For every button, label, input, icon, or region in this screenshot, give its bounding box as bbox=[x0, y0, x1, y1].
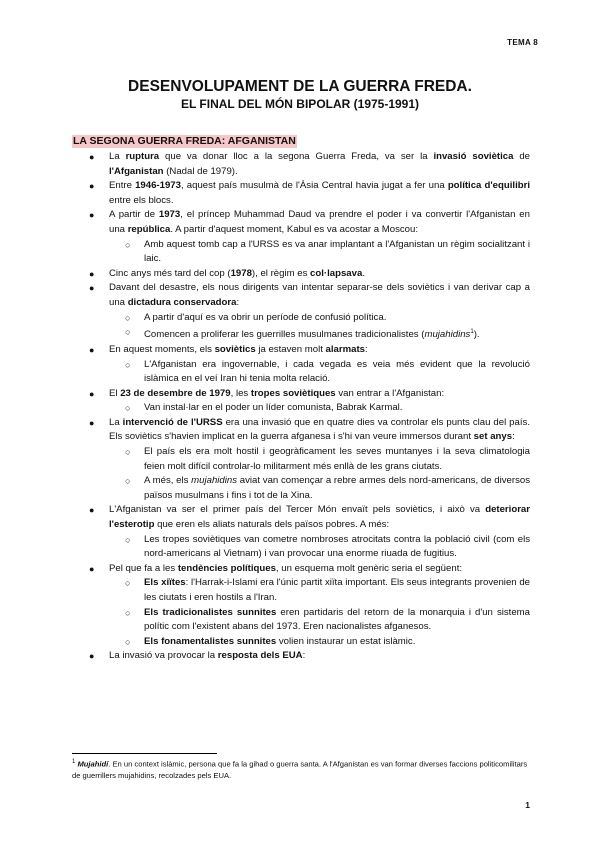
text-run: intervenció de l'URSS bbox=[122, 416, 223, 428]
text-run: A més, els bbox=[144, 475, 192, 487]
text-run: En aquest moments, els bbox=[109, 343, 215, 355]
text-run: resposta dels EUA bbox=[217, 650, 303, 662]
text-run: col·lapsava bbox=[310, 267, 363, 279]
sub-bullet-item bbox=[72, 325, 530, 343]
text-run: 1 bbox=[470, 329, 474, 336]
text-run: A partir de bbox=[109, 209, 159, 221]
bullet-icon: ● bbox=[89, 152, 95, 162]
bullet-icon: ● bbox=[89, 651, 95, 662]
sub-bullet-item bbox=[72, 576, 530, 605]
text-run: Les tropes soviètiques van cometre nombroses atrocitats contra la població civil (com els nord-americans al Vietnam) i van provocar una enorme riuada de fugitius. bbox=[144, 533, 530, 560]
text-run: república bbox=[127, 223, 171, 235]
footnote bbox=[72, 757, 530, 781]
text-run: ). bbox=[473, 329, 480, 341]
bullet-icon: ● bbox=[89, 268, 95, 279]
circle-bullet-icon: ○ bbox=[125, 534, 131, 545]
bullet-icon: ● bbox=[89, 210, 95, 221]
sub-bullet-item bbox=[72, 401, 530, 416]
text-run: ja estaven molt bbox=[255, 343, 326, 355]
text-run: , les bbox=[230, 387, 251, 399]
sub-bullet-item bbox=[72, 606, 530, 635]
circle-bullet-icon: ○ bbox=[125, 327, 131, 338]
bullet-icon: ● bbox=[89, 181, 95, 192]
bullet-item bbox=[72, 267, 530, 282]
text-run: van entrar a l'Afganistan: bbox=[335, 387, 445, 399]
bullet-item bbox=[72, 150, 530, 179]
text-run: 1946-1973 bbox=[135, 180, 181, 192]
text-run: , un esquema molt genèric seria el següent: bbox=[275, 562, 463, 574]
sub-bullet-item bbox=[72, 358, 530, 387]
text-run: Els xiïtes bbox=[144, 577, 186, 589]
text-run: mujahidins bbox=[191, 475, 238, 487]
text-run: mujahidins bbox=[424, 329, 471, 341]
text-run: L'Afganistan va ser el primer país del Tercer Món envaït pels soviètics, i això va bbox=[109, 504, 486, 516]
text-run: A partir d'aquí es va obrir un període de confusió política. bbox=[144, 311, 387, 323]
bullet-item bbox=[72, 208, 530, 237]
text-run: soviètics bbox=[214, 343, 256, 355]
text-run: aviat van començar a rebre armes dels nord-americans, de diversos països musulmans i fins i tot de la Xina. bbox=[144, 475, 530, 501]
text-run: deteriorar l'esterotip bbox=[109, 504, 530, 531]
text-run: set anys bbox=[473, 431, 513, 443]
text-run: : bbox=[236, 296, 240, 308]
main-content bbox=[72, 150, 530, 664]
text-run: La bbox=[109, 151, 126, 162]
text-run: 1 bbox=[72, 759, 76, 765]
bullet-item bbox=[72, 649, 530, 664]
text-run: tendències polítiques bbox=[177, 562, 276, 574]
bullet-icon: ● bbox=[89, 563, 95, 574]
text-run: ), el règim es bbox=[251, 267, 311, 279]
text-run: Comencen a proliferar les guerrilles musulmanes tradicionalistes ( bbox=[144, 329, 425, 341]
text-run: que eren els aliats naturals dels països pobres. A més: bbox=[154, 519, 390, 531]
bullet-icon: ● bbox=[89, 505, 95, 516]
text-run: La bbox=[109, 416, 123, 428]
text-run: entre els blocs. bbox=[109, 194, 174, 206]
circle-bullet-icon: ○ bbox=[125, 636, 131, 647]
bullet-list bbox=[72, 150, 530, 664]
text-run: alarmats bbox=[325, 343, 365, 355]
sub-bullet-item bbox=[72, 635, 530, 650]
text-run: que va donar lloc a la segona Guerra Freda, va ser la bbox=[159, 151, 434, 162]
text-run: . A partir d'aquest moment, Kabul es va acostar a Moscou: bbox=[170, 223, 419, 235]
footnote-divider bbox=[72, 753, 217, 754]
text-run: 1978 bbox=[230, 267, 252, 279]
text-run: Mujahidí bbox=[77, 759, 109, 769]
text-run: : l'Harrak-i-Islami era l'únic partit xiïta important. Els seus integrants provenien de les ciutats i eren hostils a l'Iran. bbox=[144, 577, 530, 603]
text-run: invasió soviètica bbox=[433, 151, 514, 162]
text-run: : bbox=[365, 343, 368, 355]
bullet-icon: ● bbox=[89, 344, 95, 355]
bullet-item bbox=[72, 503, 530, 532]
text-run: El bbox=[109, 387, 121, 399]
text-run: eren partidaris del retorn de la monarquia i d'un sistema polític com l'existent abans del 1973. Eren nacionalistes afganesos. bbox=[144, 606, 531, 633]
circle-bullet-icon: ○ bbox=[125, 239, 131, 250]
text-run: . En un context islàmic, persona que fa la gihad o guerra santa. A l'Afganistan es van formar diverses faccions politicomilitars de guerrillers mujahidins, recolzades pels EUA. bbox=[72, 759, 528, 780]
text-run: 1973 bbox=[158, 209, 181, 221]
section-heading: LA SEGONA GUERRA FREDA: AFGANISTAN bbox=[73, 135, 296, 147]
sub-bullet-item bbox=[72, 474, 530, 503]
text-run: Van instal·lar en el poder un líder comunista, Babrak Karmal. bbox=[144, 402, 403, 414]
text-run: volien instaurar un estat islàmic. bbox=[276, 635, 416, 647]
text-run: de bbox=[513, 151, 531, 162]
bullet-item bbox=[72, 387, 530, 402]
sub-bullet-item bbox=[72, 533, 530, 562]
bullet-item bbox=[72, 562, 530, 577]
sub-bullet-item bbox=[72, 445, 530, 474]
text-run: dictadura conservadora bbox=[127, 296, 237, 308]
bullet-item bbox=[72, 416, 530, 445]
circle-bullet-icon: ○ bbox=[125, 607, 131, 618]
text-run: era una invasió que en quatre dies va controlar els punts clau del país. Els soviètics s'havien implicat en la guerra afganesa i s'hi van veure immersos durant bbox=[109, 416, 530, 443]
text-run: Davant del desastre, els nous dirigents van intentar separar-se dels soviètics i van derivar cap a una bbox=[109, 282, 530, 308]
bullet-item bbox=[72, 343, 530, 358]
text-run: (Nadal de 1979). bbox=[163, 165, 238, 177]
sub-bullet-item bbox=[72, 311, 530, 326]
bullet-item bbox=[72, 179, 530, 208]
bullet-icon: ● bbox=[89, 417, 95, 428]
circle-bullet-icon: ○ bbox=[125, 578, 131, 589]
text-run: : bbox=[512, 431, 515, 443]
text-run: L'Afganistan era ingovernable, i cada vegada es veia més evident que la revolució islàmica en el veí Iran hi tenia molta relació. bbox=[144, 358, 530, 385]
text-run: política d'equilibri bbox=[447, 180, 530, 192]
text-run: Amb aquest tomb cap a l'URSS es va anar implantant a l'Afganistan un règim socialitzant i laic. bbox=[144, 238, 530, 265]
text-run: , aquest país musulmà de l'Àsia Central havia jugat a fer una bbox=[180, 180, 448, 192]
circle-bullet-icon: ○ bbox=[125, 312, 131, 323]
text-run: tropes soviètiques bbox=[250, 387, 336, 399]
text-run: La invasió va provocar la bbox=[109, 650, 218, 662]
text-run: l'Afganistan bbox=[109, 165, 164, 177]
bullet-icon: ● bbox=[89, 388, 95, 399]
text-run: ruptura bbox=[125, 151, 160, 162]
text-run: Entre bbox=[109, 180, 136, 192]
text-run: El país els era molt hostil i geogràficament les seves muntanyes i la seva climatologia feien molt difícil controlar-lo militarment més enllà de les grans ciutats. bbox=[144, 446, 530, 472]
text-run: Cinc anys més tard del cop ( bbox=[109, 267, 231, 279]
page-title: DESENVOLUPAMENT DE LA GUERRA FREDA. bbox=[128, 78, 472, 95]
text-run: 23 de desembre de 1979 bbox=[120, 387, 231, 399]
text-run: Els tradicionalistes sunnites bbox=[144, 606, 277, 618]
page-subtitle: EL FINAL DEL MÓN BIPOLAR (1975-1991) bbox=[180, 97, 420, 111]
chapter-label: TEMA 8 bbox=[507, 38, 538, 47]
circle-bullet-icon: ○ bbox=[125, 403, 131, 414]
text-run: , el príncep Muhammad Daud va prendre el poder i va convertir l'Afganistan en una bbox=[109, 209, 530, 235]
text-run: Pel que fa a les bbox=[109, 562, 178, 574]
bullet-icon: ● bbox=[89, 283, 95, 294]
text-run: : bbox=[302, 650, 306, 662]
circle-bullet-icon: ○ bbox=[125, 359, 131, 370]
text-run: . bbox=[362, 267, 365, 279]
page-number: 1 bbox=[525, 800, 530, 810]
sub-bullet-item bbox=[72, 238, 530, 267]
text-run: Els fonamentalistes sunnites bbox=[144, 635, 277, 647]
circle-bullet-icon: ○ bbox=[125, 476, 131, 487]
circle-bullet-icon: ○ bbox=[125, 447, 131, 458]
bullet-item bbox=[72, 281, 530, 310]
